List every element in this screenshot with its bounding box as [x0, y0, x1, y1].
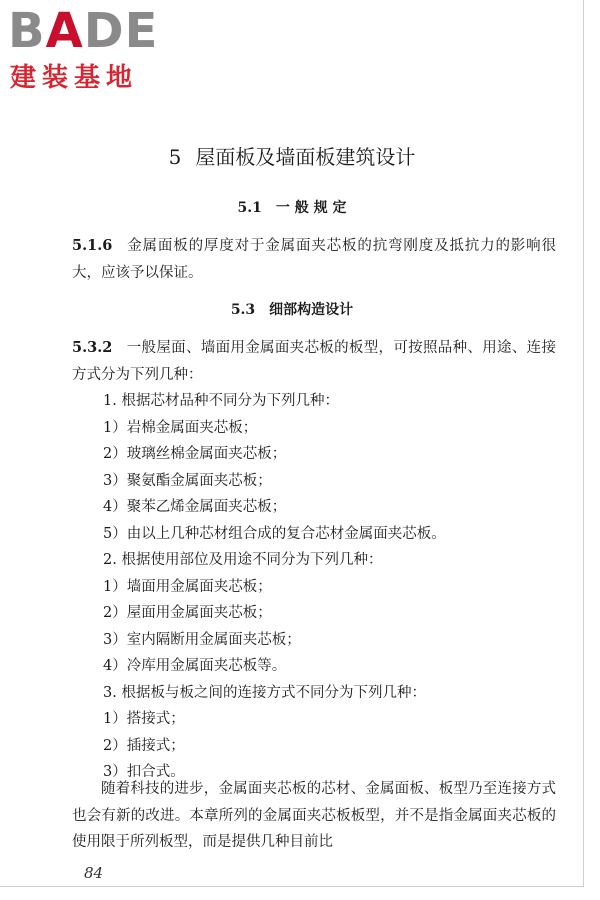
list-item: 3）扣合式。 [103, 764, 185, 780]
section-5-3-number: 5.3 [230, 302, 256, 318]
clause-5-1-6-number: 5.1.6 [72, 237, 113, 254]
clause-5-3-2-text: 一般屋面、墙面用金属面夹芯板的板型，可按照品种、用途、连接方式分为下列几种： [72, 340, 556, 383]
clause-5-3-2-number: 5.3.2 [72, 339, 113, 356]
page-edge-right [583, 0, 584, 886]
logo-subtitle: 建装基地 [10, 63, 139, 93]
section-5-1-title: 一 般 规 定 [275, 200, 347, 216]
list-item: 2）玻璃丝棉金属面夹芯板； [103, 446, 287, 462]
logo-letters-de: DE [83, 3, 159, 59]
section-5-1-heading [0, 197, 584, 219]
list-item: 1）搭接式； [103, 711, 185, 727]
logo-letter-a: A [45, 3, 84, 59]
chapter-number: 5 [168, 145, 182, 169]
page-number: 84 [84, 864, 104, 882]
chapter-title [0, 143, 584, 171]
clause-5-1-6-text: 金属面板的厚度对于金属面夹芯板的抗弯刚度及抵抗力的影响很大，应该予以保证。 [72, 238, 556, 281]
bade-logo [8, 4, 178, 96]
section-5-3-heading [0, 299, 584, 321]
list-item: 1. 根据芯材品种不同分为下列几种： [103, 393, 339, 409]
section-5-1-number: 5.1 [237, 200, 262, 216]
list-item: 5）由以上几种芯材组合成的复合芯材金属面夹芯板。 [103, 525, 446, 542]
list-item: 4）聚苯乙烯金属面夹芯板； [103, 499, 287, 515]
logo-letter-b: B [8, 3, 46, 59]
list-item: 3）聚氨酯金属面夹芯板； [103, 472, 272, 489]
list-item: 2）屋面用金属面夹芯板； [103, 605, 272, 621]
section-5-3-title: 细部构造设计 [269, 302, 354, 318]
list-item: 1）岩棉金属面夹芯板； [103, 419, 258, 436]
list-item: 3. 根据板与板之间的连接方式不同分为下列几种： [103, 684, 426, 701]
list-item: 1）墙面用金属面夹芯板； [103, 578, 272, 595]
page-edge-bottom [0, 886, 584, 887]
panel-type-list [103, 388, 446, 786]
clause-5-3-2 [72, 335, 556, 388]
list-item: 2）插接式； [103, 737, 185, 754]
list-item: 3）室内隔断用金属面夹芯板； [103, 631, 301, 648]
list-item: 4）冷库用金属面夹芯板等。 [103, 658, 287, 674]
logo-wordmark [8, 4, 158, 58]
clause-5-1-6 [72, 233, 556, 286]
closing-paragraph: 随着科技的进步，金属面夹芯板的芯材、金属面板、板型乃至连接方式也会有新的改进。本章所列的金属面夹芯板板型，并不是指金属面夹芯板的使用限于所列板型，而是提供几种目前比 [72, 781, 556, 850]
chapter-title-text: 屋面板及墙面板建筑设计 [195, 145, 416, 169]
list-item: 2. 根据使用部位及用途不同分为下列几种： [103, 552, 383, 568]
